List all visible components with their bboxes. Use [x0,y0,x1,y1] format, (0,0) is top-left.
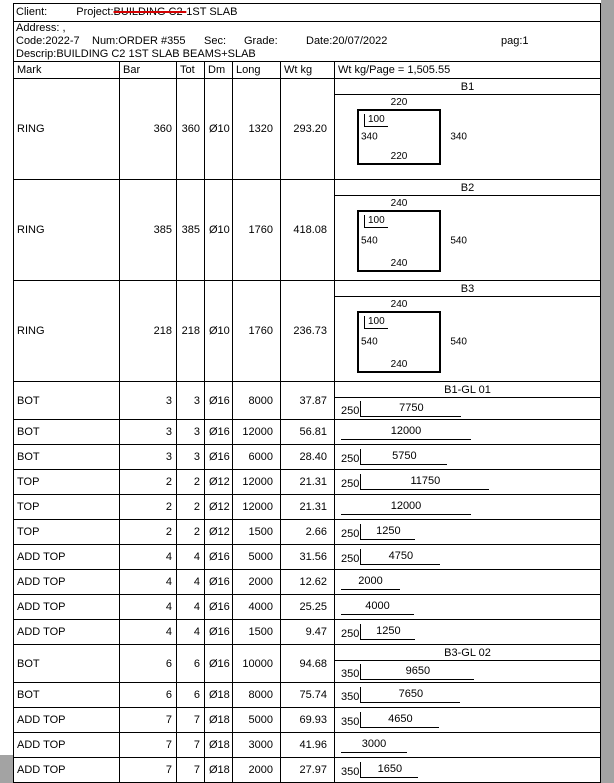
length-cell: 1760 [233,281,281,381]
shape-area [335,297,600,381]
length-cell: 2000 [233,570,281,594]
diameter-cell: Ø10 [205,79,233,179]
total-cell: 7 [177,758,205,782]
straight-bar-diagram [341,762,418,778]
straight-bar-diagram [341,599,414,615]
bar-length-segment: 12000 [341,424,471,440]
col-header-long: Long [233,62,281,78]
shape-area [335,520,600,544]
diameter-cell: Ø16 [205,382,233,419]
shape-area [335,595,600,619]
shape-cell [335,620,600,644]
table-header-row [14,61,600,79]
total-cell: 6 [177,645,205,682]
group-label: B1 [335,79,600,95]
straight-bar-diagram [341,624,415,640]
table-row [14,758,600,783]
table-row [14,595,600,620]
order-number-field: Num:ORDER #355 [92,35,186,47]
length-cell: 5000 [233,545,281,569]
length-cell: 12000 [233,495,281,519]
straight-bar-diagram [341,401,461,417]
table-row [14,79,600,180]
group-label: B1-GL 01 [335,382,600,398]
weight-cell: 31.56 [281,545,335,569]
mark-cell: RING [14,281,120,381]
shape-cell [335,79,600,179]
table-row [14,708,600,733]
bar-count-cell: 385 [120,180,177,280]
total-cell: 4 [177,595,205,619]
hook-dim-label: 250 [341,478,360,490]
bar-length-segment: 5750 [360,449,447,465]
total-cell: 3 [177,420,205,444]
ring-shape-diagram [357,299,467,373]
total-cell: 4 [177,620,205,644]
weight-cell: 75.74 [281,683,335,707]
hook-dim-label: 250 [341,628,360,640]
bar-length-segment: 11750 [360,474,489,490]
hook-dim-label: 250 [341,553,360,565]
col-header-bar: Bar [120,62,177,78]
mark-cell: BOT [14,445,120,469]
mark-cell: TOP [14,495,120,519]
mark-cell: ADD TOP [14,620,120,644]
diameter-cell: Ø18 [205,683,233,707]
shape-area [335,733,600,757]
table-row [14,570,600,595]
length-cell: 8000 [233,683,281,707]
client-project-line [14,4,600,22]
bar-count-cell: 7 [120,708,177,732]
shape-area [335,758,600,782]
weight-cell: 28.40 [281,445,335,469]
shape-area [335,495,600,519]
length-cell: 1320 [233,79,281,179]
weight-cell: 9.47 [281,620,335,644]
ring-rect [357,109,467,165]
total-cell: 385 [177,180,205,280]
bar-length-segment: 9650 [360,664,474,680]
diameter-cell: Ø16 [205,595,233,619]
shape-cell [335,281,600,381]
mark-cell: RING [14,180,120,280]
straight-bar-diagram [341,524,415,540]
diameter-cell: Ø16 [205,420,233,444]
table-row [14,495,600,520]
page-number: pag:1 [501,35,529,47]
straight-bar-diagram [341,549,440,565]
diameter-cell: Ø16 [205,645,233,682]
diameter-cell: Ø16 [205,545,233,569]
project-field [76,6,237,18]
shape-area [335,398,600,419]
shape-cell [335,708,600,732]
straight-bar-diagram [341,737,407,753]
length-cell: 6000 [233,445,281,469]
bar-count-cell: 2 [120,495,177,519]
col-header-dm: Dm [205,62,233,78]
shape-cell [335,758,600,782]
straight-bar-diagram [341,424,471,440]
viewer-background-strip [601,0,614,755]
page-weight-total: Wt kg/Page = 1,505.55 [338,64,451,76]
straight-bar-diagram [341,449,447,465]
hook-dim-label: 250 [341,404,360,417]
mark-cell: BOT [14,382,120,419]
col-header-tot: Tot [177,62,205,78]
total-cell: 7 [177,708,205,732]
hook-dim-label: 350 [341,691,360,703]
ring-shape-diagram [357,198,467,272]
mark-cell: RING [14,79,120,179]
straight-bar-diagram [341,474,489,490]
table-row [14,445,600,470]
hook-dim-label: 100 [364,114,388,127]
bar-length-segment: 7650 [360,687,460,703]
shape-cell [335,683,600,707]
diameter-cell: Ø18 [205,758,233,782]
table-row [14,382,600,420]
col-header-mark: Mark [14,62,120,78]
weight-cell: 69.93 [281,708,335,732]
bar-length-segment: 1650 [360,762,418,778]
table-row [14,733,600,758]
straight-bar-diagram [341,499,471,515]
table-row [14,520,600,545]
bar-count-cell: 218 [120,281,177,381]
diameter-cell: Ø12 [205,520,233,544]
bar-length-segment: 12000 [341,499,471,515]
hook-dim-label: 250 [341,528,360,540]
group-label: B2 [335,180,600,196]
diameter-cell: Ø10 [205,281,233,381]
length-cell: 1500 [233,520,281,544]
bar-count-cell: 3 [120,420,177,444]
shape-area [335,570,600,594]
shape-cell [335,382,600,419]
table-row [14,545,600,570]
bar-count-cell: 4 [120,595,177,619]
mark-cell: ADD TOP [14,545,120,569]
mark-cell: BOT [14,645,120,682]
bar-count-cell: 3 [120,382,177,419]
dim-left: 340 [361,131,378,143]
mark-cell: TOP [14,520,120,544]
table-row [14,281,600,382]
bar-count-cell: 2 [120,520,177,544]
col-header-wtkg: Wt kg [281,62,335,78]
table-row [14,420,600,445]
mark-cell: ADD TOP [14,708,120,732]
mark-cell: ADD TOP [14,733,120,757]
diameter-cell: Ø16 [205,570,233,594]
bar-count-cell: 2 [120,470,177,494]
dim-top: 240 [390,299,408,310]
shape-cell [335,495,600,519]
diameter-cell: Ø16 [205,620,233,644]
dim-right: 340 [450,131,467,143]
weight-cell: 2.66 [281,520,335,544]
table-row [14,683,600,708]
diameter-cell: Ø12 [205,495,233,519]
project-label: Project: [76,6,114,18]
shape-cell [335,520,600,544]
hook-dim-label: 350 [341,667,360,680]
shape-cell [335,445,600,469]
mark-cell: ADD TOP [14,595,120,619]
bar-length-segment: 1250 [360,524,415,540]
bar-schedule-document [13,3,601,783]
hook-dim-label: 350 [341,716,360,728]
project-name-struck: BUILDING C2- [113,6,187,18]
bar-count-cell: 360 [120,79,177,179]
dim-right: 540 [450,336,467,348]
length-cell: 12000 [233,470,281,494]
table-row [14,180,600,281]
group-label: B3 [335,281,600,297]
total-cell: 4 [177,545,205,569]
address-line: Address: , [16,22,66,34]
sec-field: Sec: [204,35,227,47]
meta-line [14,35,600,48]
hook-dim-label: 350 [341,766,360,778]
straight-bar-diagram [341,664,474,680]
table-row [14,470,600,495]
bar-count-cell: 3 [120,445,177,469]
bar-length-segment: 2000 [341,574,400,590]
weight-cell: 56.81 [281,420,335,444]
shape-area [335,420,600,444]
diameter-cell: Ø10 [205,180,233,280]
length-cell: 8000 [233,382,281,419]
table-row [14,645,600,683]
length-cell: 2000 [233,758,281,782]
bar-count-cell: 4 [120,545,177,569]
straight-bar-diagram [341,712,439,728]
total-cell: 7 [177,733,205,757]
straight-bar-diagram [341,574,400,590]
mark-cell: BOT [14,683,120,707]
bar-length-segment: 3000 [341,737,407,753]
shape-area [335,620,600,644]
project-name-rest: 1ST SLAB [186,6,238,18]
shape-cell [335,470,600,494]
mark-cell: ADD TOP [14,570,120,594]
shape-cell [335,420,600,444]
total-cell: 3 [177,445,205,469]
ring-rect [357,210,467,272]
straight-bar-diagram [341,687,460,703]
shape-area [335,196,600,280]
grade-field: Grade: [244,35,278,47]
diameter-cell: Ø12 [205,470,233,494]
date-field: Date:20/07/2022 [306,35,388,47]
weight-cell: 37.87 [281,382,335,419]
bar-count-cell: 7 [120,758,177,782]
client-label: Client: [16,6,48,18]
total-cell: 3 [177,382,205,419]
shape-area [335,445,600,469]
dim-left: 540 [361,235,378,247]
weight-cell: 12.62 [281,570,335,594]
mark-cell: BOT [14,420,120,444]
weight-cell: 21.31 [281,495,335,519]
table-body [14,79,600,783]
bar-length-segment: 4650 [360,712,439,728]
weight-cell: 94.68 [281,645,335,682]
mark-cell: ADD TOP [14,758,120,782]
table-row [14,620,600,645]
shape-cell [335,180,600,280]
hook-dim-label: 100 [364,316,388,329]
length-cell: 4000 [233,595,281,619]
total-cell: 2 [177,520,205,544]
length-cell: 1760 [233,180,281,280]
bar-count-cell: 4 [120,620,177,644]
shape-area [335,661,600,682]
shape-cell [335,545,600,569]
bar-count-cell: 4 [120,570,177,594]
diameter-cell: Ø18 [205,733,233,757]
total-cell: 2 [177,470,205,494]
ring-shape-diagram [357,97,467,165]
group-label: B3-GL 02 [335,645,600,661]
shape-cell [335,595,600,619]
length-cell: 3000 [233,733,281,757]
hook-dim-label: 250 [341,453,360,465]
bar-count-cell: 6 [120,683,177,707]
total-cell: 360 [177,79,205,179]
weight-cell: 41.96 [281,733,335,757]
length-cell: 12000 [233,420,281,444]
ring-rect [357,311,467,373]
dim-left: 540 [361,336,378,348]
shape-area [335,708,600,732]
total-cell: 2 [177,495,205,519]
bar-count-cell: 7 [120,733,177,757]
bar-length-segment: 4750 [360,549,440,565]
weight-cell: 236.73 [281,281,335,381]
weight-cell: 21.31 [281,470,335,494]
weight-cell: 27.97 [281,758,335,782]
description-line: Descrip:BUILDING C2 1ST SLAB BEAMS+SLAB [16,48,256,60]
mark-cell: TOP [14,470,120,494]
bar-length-segment: 1250 [360,624,415,640]
weight-cell: 418.08 [281,180,335,280]
dim-bottom: 220 [390,151,408,162]
dim-right: 540 [450,235,467,247]
total-cell: 6 [177,683,205,707]
weight-cell: 25.25 [281,595,335,619]
shape-area [335,95,600,179]
shape-cell [335,570,600,594]
diameter-cell: Ø18 [205,708,233,732]
shape-area [335,683,600,707]
bar-length-segment: 7750 [360,401,461,417]
shape-area [335,470,600,494]
total-cell: 4 [177,570,205,594]
dim-bottom: 240 [390,359,408,370]
length-cell: 1500 [233,620,281,644]
bar-count-cell: 6 [120,645,177,682]
dim-top: 220 [390,97,408,108]
code-field: Code:2022-7 [16,35,80,47]
weight-cell: 293.20 [281,79,335,179]
shape-area [335,545,600,569]
dim-top: 240 [390,198,408,209]
shape-cell [335,733,600,757]
length-cell: 10000 [233,645,281,682]
hook-dim-label: 100 [364,215,388,228]
shape-cell [335,645,600,682]
total-cell: 218 [177,281,205,381]
length-cell: 5000 [233,708,281,732]
diameter-cell: Ø16 [205,445,233,469]
dim-bottom: 240 [390,258,408,269]
bar-length-segment: 4000 [341,599,414,615]
